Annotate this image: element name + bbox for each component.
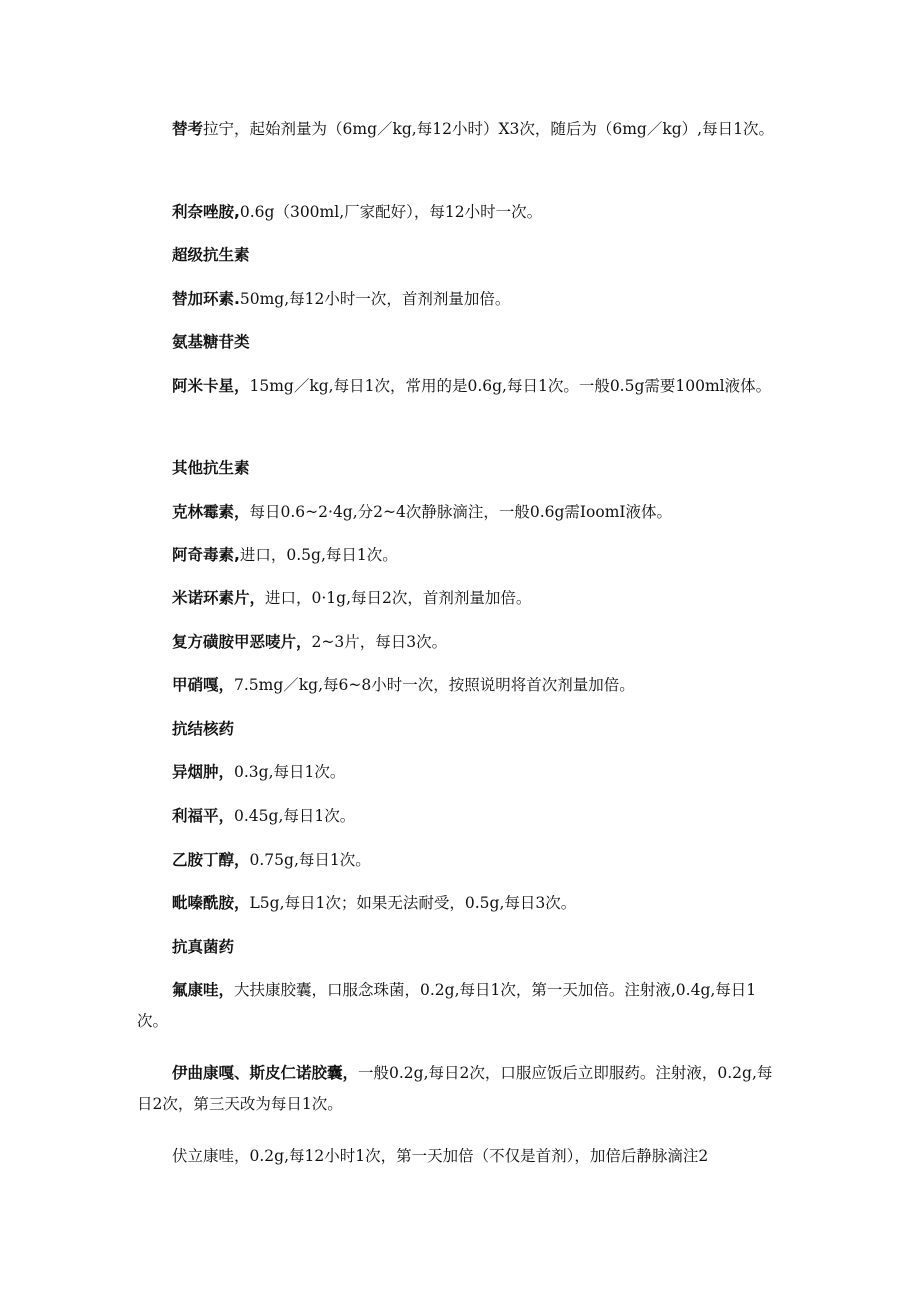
paragraph-clindamycin xyxy=(137,497,784,528)
paragraph-minocycline xyxy=(137,583,784,614)
paragraph-pyrazinamide xyxy=(137,888,784,919)
paragraph-metronidazole xyxy=(137,670,784,701)
paragraph-amikacin xyxy=(137,371,784,402)
drug-dosage: 0.6g（300ml,厂家配好），每12小时一次。 xyxy=(239,203,543,221)
drug-name: 阿米卡星， xyxy=(172,377,250,395)
drug-name: 复方磺胺甲恶唛片， xyxy=(172,633,312,651)
drug-name: 毗嗪酰胺， xyxy=(172,894,250,912)
drug-dosage: 2~3片，每日3次。 xyxy=(311,633,448,651)
drug-dosage: 大扶康胶囊，口服念珠菌，0.2g,每日1次，第一天加倍。注射液,0.4g,每日1次。 xyxy=(137,981,757,1030)
section-heading: 超级抗生素 xyxy=(172,246,250,264)
drug-dosage: L5g,每日1次；如果无法耐受，0.5g,每日3次。 xyxy=(249,894,577,912)
drug-dosage: 15mg／kg,每日1次，常用的是0.6g,每日1次。一般0.5g需要100ml液体。 xyxy=(249,377,772,395)
drug-dosage: 每日0.6~2·4g,分2~4次静脉滴注，一般0.6g需IoomI液体。 xyxy=(249,503,673,521)
section-heading: 氨基糖苷类 xyxy=(172,333,250,351)
section-heading: 抗结核药 xyxy=(172,720,235,738)
paragraph-tigecycline-like xyxy=(137,114,784,145)
drug-dosage: 进口，0·1g,每日2次，首剂剂量加倍。 xyxy=(265,589,532,607)
drug-name: 异烟肿， xyxy=(172,763,235,781)
drug-name: 利奈唑胺, xyxy=(172,203,240,221)
paragraph-tigecycline xyxy=(137,284,784,315)
drug-name: 克林霉素， xyxy=(172,503,250,521)
paragraph-itraconazole xyxy=(137,1058,784,1120)
drug-name: 氟康哇， xyxy=(172,981,235,999)
drug-name: 米诺环素片， xyxy=(172,589,266,607)
section-heading-super-antibiotics xyxy=(137,240,784,271)
paragraph-smz-tmp xyxy=(137,627,784,658)
section-heading-aminoglycosides xyxy=(137,327,784,358)
drug-name: 乙胺丁醇， xyxy=(172,851,250,869)
paragraph-isoniazid xyxy=(137,757,784,788)
section-heading: 其他抗生素 xyxy=(172,459,250,477)
drug-dosage: 50mg,每12小时一次，首剂剂量加倍。 xyxy=(239,290,511,308)
drug-dosage: 0.45g,每日1次。 xyxy=(234,807,356,825)
drug-name: 阿奇毒素, xyxy=(172,546,240,564)
paragraph-linezolid xyxy=(137,197,784,228)
section-heading-other-antibiotics xyxy=(137,453,784,484)
drug-name: 利福平， xyxy=(172,807,235,825)
drug-dosage: 一般0.2g,每日2次，口服应饭后立即服药。注射液，0.2g,每日2次，第三天改为每日1次。 xyxy=(137,1064,773,1113)
paragraph-rifampicin xyxy=(137,801,784,832)
section-heading: 抗真菌药 xyxy=(172,938,235,956)
drug-name: 伊曲康嘎、斯皮仁诺胶囊， xyxy=(172,1064,359,1082)
drug-dosage: 进口，0.5g,每日1次。 xyxy=(239,546,398,564)
drug-dosage: 伏立康哇，0.2g,每12小时1次，第一天加倍（不仅是首剂），加倍后静脉滴注2 xyxy=(172,1147,709,1165)
drug-name: 甲硝嘎， xyxy=(172,676,235,694)
drug-dosage: 0.75g,每日1次。 xyxy=(249,851,371,869)
drug-name: 替加环素. xyxy=(172,290,240,308)
drug-dosage: 0.3g,每日1次。 xyxy=(234,763,346,781)
drug-dosage: 拉宁，起始剂量为（6mg／kg,每12小时）X3次，随后为（6mg／kg）,每日1次。 xyxy=(203,120,774,138)
paragraph-voriconazole xyxy=(137,1141,784,1172)
section-heading-antituberculosis xyxy=(137,714,784,745)
paragraph-ethambutol xyxy=(137,845,784,876)
section-heading-antifungal xyxy=(137,932,784,963)
paragraph-fluconazole xyxy=(137,975,784,1037)
drug-name: 替考 xyxy=(172,120,204,138)
paragraph-azithromycin xyxy=(137,540,784,571)
drug-dosage: 7.5mg／kg,每6~8小时一次，按照说明将首次剂量加倍。 xyxy=(234,676,635,694)
